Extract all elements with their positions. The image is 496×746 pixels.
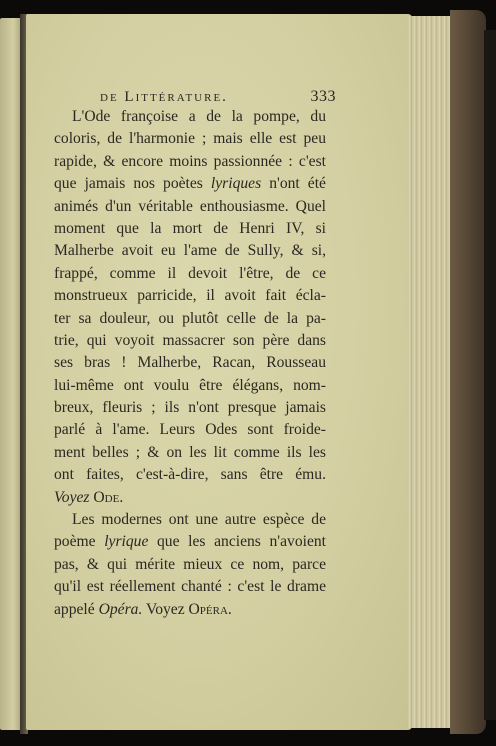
text-line: L'Ode françoise a de la pompe, du [72,108,326,125]
text-line: ont faites, c'est-à-dire, sans être ému. [54,466,326,484]
text-span: Voyez [142,600,189,618]
text-line: ment belles ; & on les lit comme ils les [54,443,326,461]
facing-page-edge [0,18,22,730]
text-line: moment que la mort de Henri IV, si [54,219,326,237]
text-span: appelé [54,600,99,618]
text-span: que les anciens n'avoient [148,533,326,551]
italic-word: lyriques [210,175,262,193]
italic-word: Opéra. [98,600,143,618]
text-line: Malherbe avoit eu l'ame de Sully, & si, [54,242,326,260]
text-line: Les modernes ont une autre espèce de [72,511,326,529]
page-body [54,106,326,621]
text-line: breux, fleuris ; ils n'ont presque jamais [54,399,326,417]
italic-word: lyrique [104,533,149,551]
small-caps-reference: Ode. [93,488,124,506]
text-line: qu'il est réellement chanté : c'est le drame [54,578,326,596]
book-cover [450,10,486,734]
italic-word: Voyez [54,488,90,506]
cover-edge [484,30,496,720]
text-span: poème [54,533,105,551]
paragraph [54,106,326,509]
text-line [54,487,326,509]
text-line [54,599,326,621]
text-line: trie, qui voyoit massacrer son père dans [54,331,326,349]
text-span: n'ont été [261,175,326,193]
text-span: que jamais nos poètes [54,175,211,193]
small-caps-reference: Opéra. [188,600,232,618]
text-line: rapide, & encore moins passionnée : c'est [54,152,326,170]
text-line: frappé, comme il devoit l'être, de ce [54,264,326,282]
text-line: animés d'un véritable enthousiasme. Quel [54,197,326,215]
text-line: pas, & qui mérite mieux ce nom, parce [54,555,326,573]
text-line: ses bras ! Malherbe, Racan, Rousseau [54,354,326,372]
text-line: ter sa douleur, ou plutôt celle de la pa- [54,309,326,327]
text-line [54,531,326,553]
running-title: de Littérature. [100,89,228,105]
text-line: coloris, de l'harmonie ; mais elle est peu [54,130,326,148]
paragraph [54,509,326,621]
text-line: monstrueux parricide, il avoit fait écla- [54,287,326,305]
page-number: 333 [310,88,336,105]
text-line: parlé à l'ame. Leurs Odes sont froide- [54,421,326,439]
text-line [54,173,326,195]
text-line: lui-même ont voulu être élégans, nom- [54,376,326,394]
running-header [100,88,336,106]
